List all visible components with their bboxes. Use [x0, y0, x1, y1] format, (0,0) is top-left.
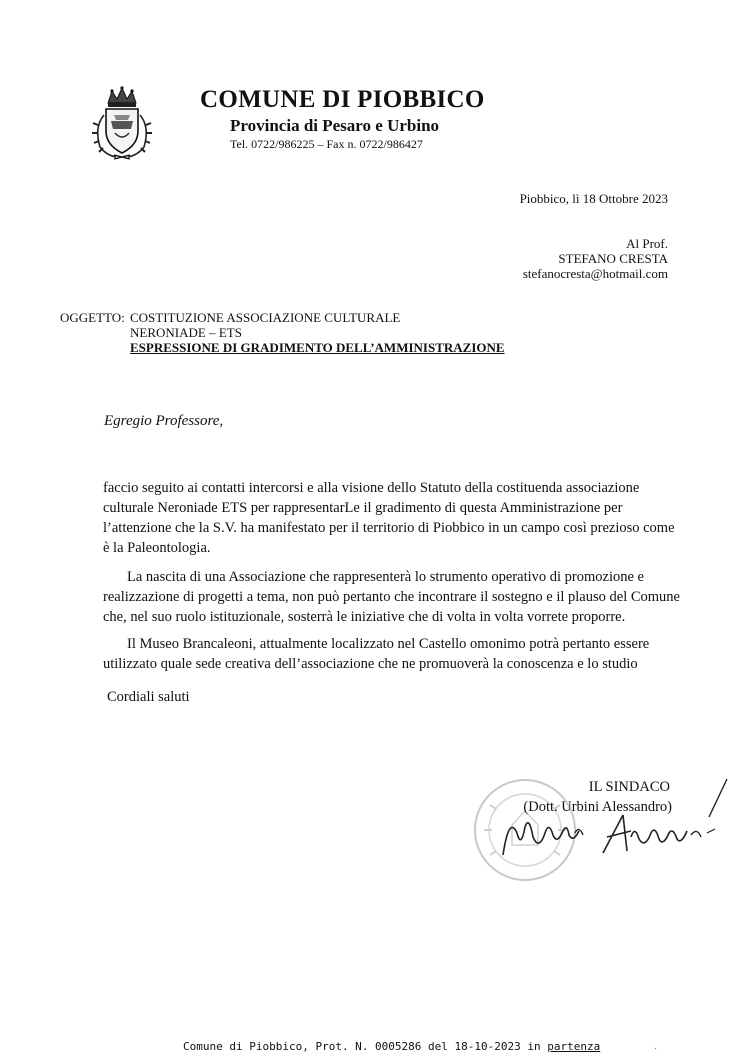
text-line: l’attenzione che la S.V. ha manifestato per il territorio di Piobbico in un campo così prezioso come: [103, 520, 675, 536]
greeting: Egregio Professore,: [104, 413, 224, 429]
text-line: utilizzato quale sede creativa dell’associazione che ne promuoverà la conoscenza e lo studio: [103, 656, 638, 672]
subject-line: NERONIADE – ETS: [130, 325, 242, 340]
text-line: Il Museo Brancaleoni, attualmente localizzato nel Castello omonimo potrà pertanto essere: [127, 636, 650, 652]
recipient-email: stefanocresta@hotmail.com: [522, 266, 668, 281]
closing: Cordiali saluti: [107, 689, 190, 705]
letterhead-contacts: Tel. 0722/986225 – Fax n. 0722/986427: [230, 137, 423, 151]
text-line: realizzazione di progetti a tema, non può pertanto che incontrare il sostegno e il plauso del Comune: [103, 589, 680, 605]
recipient-title: Al Prof.: [626, 236, 668, 251]
handwritten-signature-icon: [495, 775, 735, 875]
text-line: La nascita di una Associazione che rappresenterà lo strumento operativo di promozione e: [127, 569, 644, 585]
subject-line: COSTITUZIONE ASSOCIAZIONE CULTURALE: [130, 310, 401, 325]
subject-line-emphasis: ESPRESSIONE DI GRADIMENTO DELL’AMMINISTRAZIONE: [130, 340, 505, 355]
protocol-footer: [183, 1040, 600, 1053]
scan-mark: ·: [654, 1044, 658, 1055]
text-line: che, nel suo ruolo istituzionale, sosterrà le iniziative che di volta in volta vorrete proporre.: [103, 609, 626, 625]
date-line: Piobbico, lì 18 Ottobre 2023: [519, 191, 668, 206]
signature-title: IL SINDACO: [588, 779, 670, 795]
text-line: è la Paleontologia.: [103, 540, 211, 556]
text-line: culturale Neroniade ETS per rappresentarLe il gradimento di questa Amministrazione per: [103, 500, 623, 516]
letterhead-subtitle: Provincia di Pesaro e Urbino: [230, 116, 440, 135]
letter-body: [103, 0, 680, 1061]
subject-label: OGGETTO:: [60, 310, 125, 325]
protocol-direction: partenza: [547, 1040, 601, 1053]
signature-name: (Dott. Urbini Alessandro): [523, 799, 672, 815]
paragraph-1: [103, 478, 673, 558]
letterhead-title: COMUNE DI PIOBBICO: [200, 86, 485, 113]
protocol-text: Comune di Piobbico, Prot. N. 0005286 del 18-10-2023 in: [183, 1040, 548, 1053]
recipient-name: STEFANO CRESTA: [558, 251, 668, 266]
paragraph-2: [103, 567, 680, 627]
paragraph-3: [103, 634, 673, 674]
text-line: faccio seguito ai contatti intercorsi e alla visione dello Statuto della costituenda associazione: [103, 480, 640, 496]
